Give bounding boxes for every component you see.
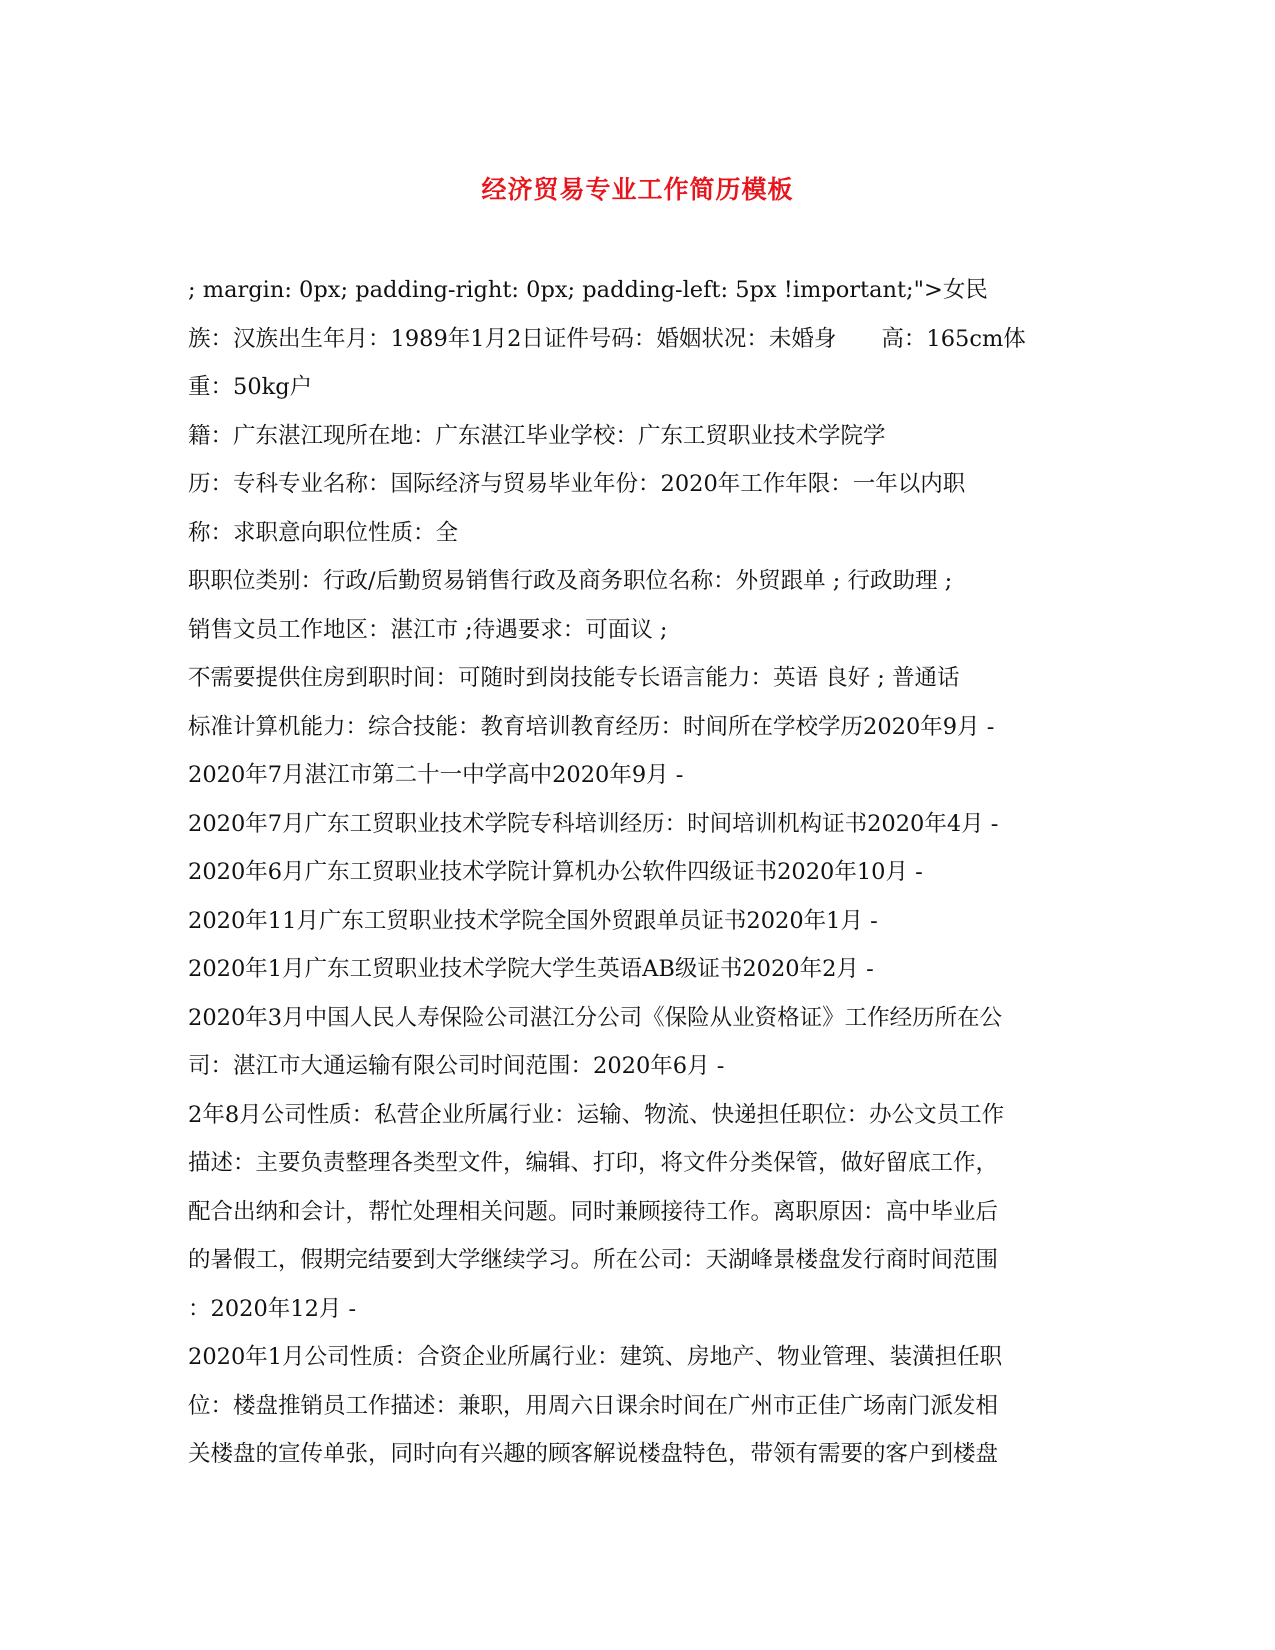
body-line: 2020年6月广东工贸职业技术学院计算机办公软件四级证书2020年10月 - — [188, 859, 923, 885]
body-line: ; margin: 0px; padding-right: 0px; padding-left: 5px !important;">女民 — [188, 277, 988, 303]
body-line: 描述：主要负责整理各类型文件，编辑、打印，将文件分类保管，做好留底工作， — [188, 1150, 999, 1176]
body-line: 2020年1月公司性质：合资企业所属行业：建筑、房地产、物业管理、装潢担任职 — [188, 1344, 1003, 1370]
body-line: 族：汉族出生年月：1989年1月2日证件号码：婚姻状况：未婚身 高：165cm体 — [188, 325, 1026, 352]
body-line: 历：专科专业名称：国际经济与贸易毕业年份：2020年工作年限：一年以内职 — [188, 471, 966, 497]
body-line: 2年8月公司性质：私营企业所属行业：运输、物流、快递担任职位：办公文员工作 — [188, 1101, 1005, 1128]
body-line: 2020年3月中国人民人寿保险公司湛江分公司《保险从业资格证》工作经历所在公 — [188, 1004, 1003, 1031]
body-line: 重：50kg户 — [188, 374, 313, 400]
body-line: 2020年7月湛江市第二十一中学高中2020年9月 - — [188, 762, 684, 788]
body-line: 司：湛江市大通运输有限公司时间范围：2020年6月 - — [188, 1053, 725, 1079]
body-line: 2020年1月广东工贸职业技术学院大学生英语AB级证书2020年2月 - — [188, 956, 874, 982]
body-line: 销售文员工作地区：湛江市 ;待遇要求：可面议 ; — [188, 616, 668, 643]
body-line: 籍：广东湛江现所在地：广东湛江毕业学校：广东工贸职业技术学院学 — [188, 422, 886, 449]
body-line: 配合出纳和会计，帮忙处理相关问题。同时兼顾接待工作。离职原因：高中毕业后 — [188, 1198, 999, 1225]
body-line: 位：楼盘推销员工作描述：兼职，用周六日课余时间在广州市正佳广场南门派发相 — [188, 1392, 999, 1419]
body-line: 标准计算机能力：综合技能：教育培训教育经历：时间所在学校学历2020年9月 - — [188, 713, 995, 740]
body-line: 不需要提供住房到职时间：可随时到岗技能专长语言能力：英语 良好 ; 普通话 — [188, 665, 960, 691]
body-line: 职职位类别：行政/后勤贸易销售行政及商务职位名称：外贸跟单 ; 行政助理 ; — [188, 568, 953, 594]
body-line: 的暑假工，假期完结要到大学继续学习。所在公司：天湖峰景楼盘发行商时间范围 — [188, 1247, 999, 1273]
document-title: 经济贸易专业工作简历模板 — [481, 175, 794, 204]
body-line: 2020年11月广东工贸职业技术学院全国外贸跟单员证书2020年1月 - — [188, 907, 878, 934]
body-line: 2020年7月广东工贸职业技术学院专科培训经历：时间培训机构证书2020年4月 - — [188, 810, 999, 837]
body-line: 关楼盘的宣传单张，同时向有兴趣的顾客解说楼盘特色，带领有需要的客户到楼盘 — [188, 1441, 999, 1467]
document-body — [188, 266, 1088, 1479]
body-line: ：2020年12月 - — [188, 1295, 357, 1322]
body-line: 称：求职意向职位性质：全 — [188, 519, 459, 546]
